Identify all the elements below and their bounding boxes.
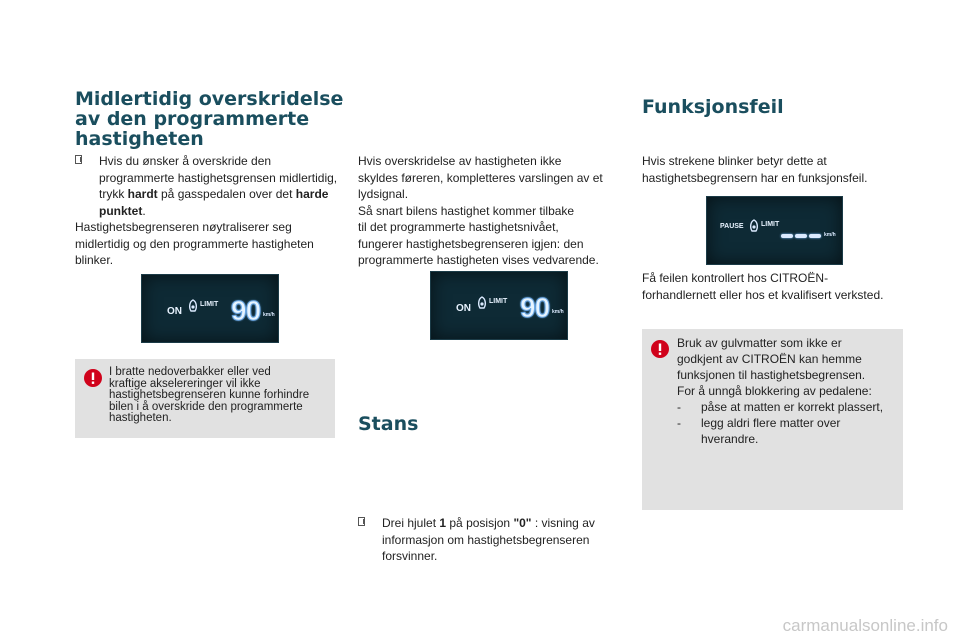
malfunction-paragraph [642,153,867,186]
malfunction-display-image [706,196,843,265]
display-limit-label: LIMIT [761,221,780,228]
bullet-text: . [142,203,146,218]
warning-line: Bruk av gulvmatter som ikke er [677,336,842,350]
speed-display-image-middle [430,271,568,340]
warning-line: hastighetsbegrenseren kunne forhindre [109,389,310,401]
title-line: av den programmerte [75,108,310,130]
warning-line: I bratte nedoverbakker eller ved [109,366,271,378]
display-on-label: ON [167,306,182,317]
warning-text [677,335,891,447]
bullet-text: : visning av informasjon om hastighetsbegrenseren forsvinner. [382,516,595,563]
title-line: Midlertidig overskridelse [75,88,344,110]
bullet-text: Hvis du ønsker å overskride den programmerte hastighetsgrensen midlertidig, trykk [99,154,338,201]
warning-box-floor-mats [642,329,903,510]
bullet-text: Drei hjulet [382,516,440,530]
stop-bullet [358,515,632,565]
warning-line: kraftige akselereringer vil ikke [109,377,261,390]
bullet-bold: 1 [439,516,447,530]
text-line: til det programmerte hastighetsnivået, [358,220,559,234]
speed-limiter-icon [186,298,200,316]
display-unit-label: km/h [824,232,836,238]
text-line: programmerte hastigheten vises vedvarende. [358,253,599,267]
section-title-malfunction: Funksjonsfeil [642,96,784,118]
service-paragraph [642,270,883,303]
warning-line: godkjent av CITROËN kan hemme [677,352,862,366]
overspeed-paragraph [358,153,603,269]
warning-text [109,367,309,425]
warning-exclamation-icon [84,369,102,387]
display-unit-label: km/h [263,312,275,318]
display-limit-label: LIMIT [489,298,508,305]
warning-line: funksjonen til hastighetsbegrensen. [677,368,866,382]
section-title-temporary-override [75,88,344,150]
list-item-text: legg aldri flere matter over hverandre. [701,416,841,446]
bullet-bold: "0" [513,516,532,530]
warning-line: bilen i å overskride den programmerte [109,400,303,413]
warning-list-item [677,399,891,415]
warning-line: hastigheten. [109,412,172,424]
bullet-bold: hardt [127,187,158,201]
display-speed-value: 90 [231,295,261,326]
bullet-text: på gasspedalen over det [157,187,296,201]
list-item-text: påse at matten er korrekt plassert, [701,400,884,414]
text-line: Hvis overskridelse av hastigheten ikke [358,154,562,168]
checkbox-bullet-icon [75,155,82,164]
warning-box-downhill [75,359,335,438]
text-line: skyldes føreren, kompletteres varslingen av et [358,170,603,185]
bullet-text: på posisjon [446,516,514,530]
section-title-stop: Stans [358,413,419,435]
display-on-label: ON [456,303,471,314]
text-line: Hvis strekene blinker betyr dette at [642,154,827,168]
text-line: fungerer hastighetsbegrenseren igjen: den [358,236,584,251]
text-line: hastighetsbegrensern har en funksjonsfeil. [642,170,868,185]
text-line: lydsignal. [358,187,409,201]
watermark: carmanualsonline.info [782,616,948,635]
warning-exclamation-icon [651,340,669,358]
text-line: Få feilen kontrollert hos CITROËN- [642,271,829,285]
warning-line: For å unngå blokkering av pedalene: [677,384,872,398]
warning-list-item [677,415,891,447]
text-line: Så snart bilens hastighet kommer tilbake [358,203,575,218]
checkbox-bullet-icon [358,517,365,526]
speed-limiter-icon [747,218,761,236]
speed-display-image-left [141,274,279,343]
list-dash: - [677,416,681,430]
dash-segment [781,234,793,238]
display-unit-label: km/h [552,309,564,315]
display-limit-label: LIMIT [200,301,219,308]
display-pause-label: PAUSE [720,223,744,230]
dash-segment [795,234,807,238]
speed-limiter-icon [475,295,489,313]
display-speed-value: 90 [520,292,550,323]
list-dash: - [677,400,681,414]
override-paragraph: Hastighetsbegrenseren nøytraliserer seg midlertidig og den programmerte hastigheten blinker. [75,220,314,267]
text-line: forhandlernett eller hos et kvalifisert verksted. [642,287,884,302]
override-bullet [75,153,344,219]
title-line: hastigheten [75,128,204,150]
bullet-bold: harde punktet [99,187,329,218]
dash-segment [809,234,821,238]
